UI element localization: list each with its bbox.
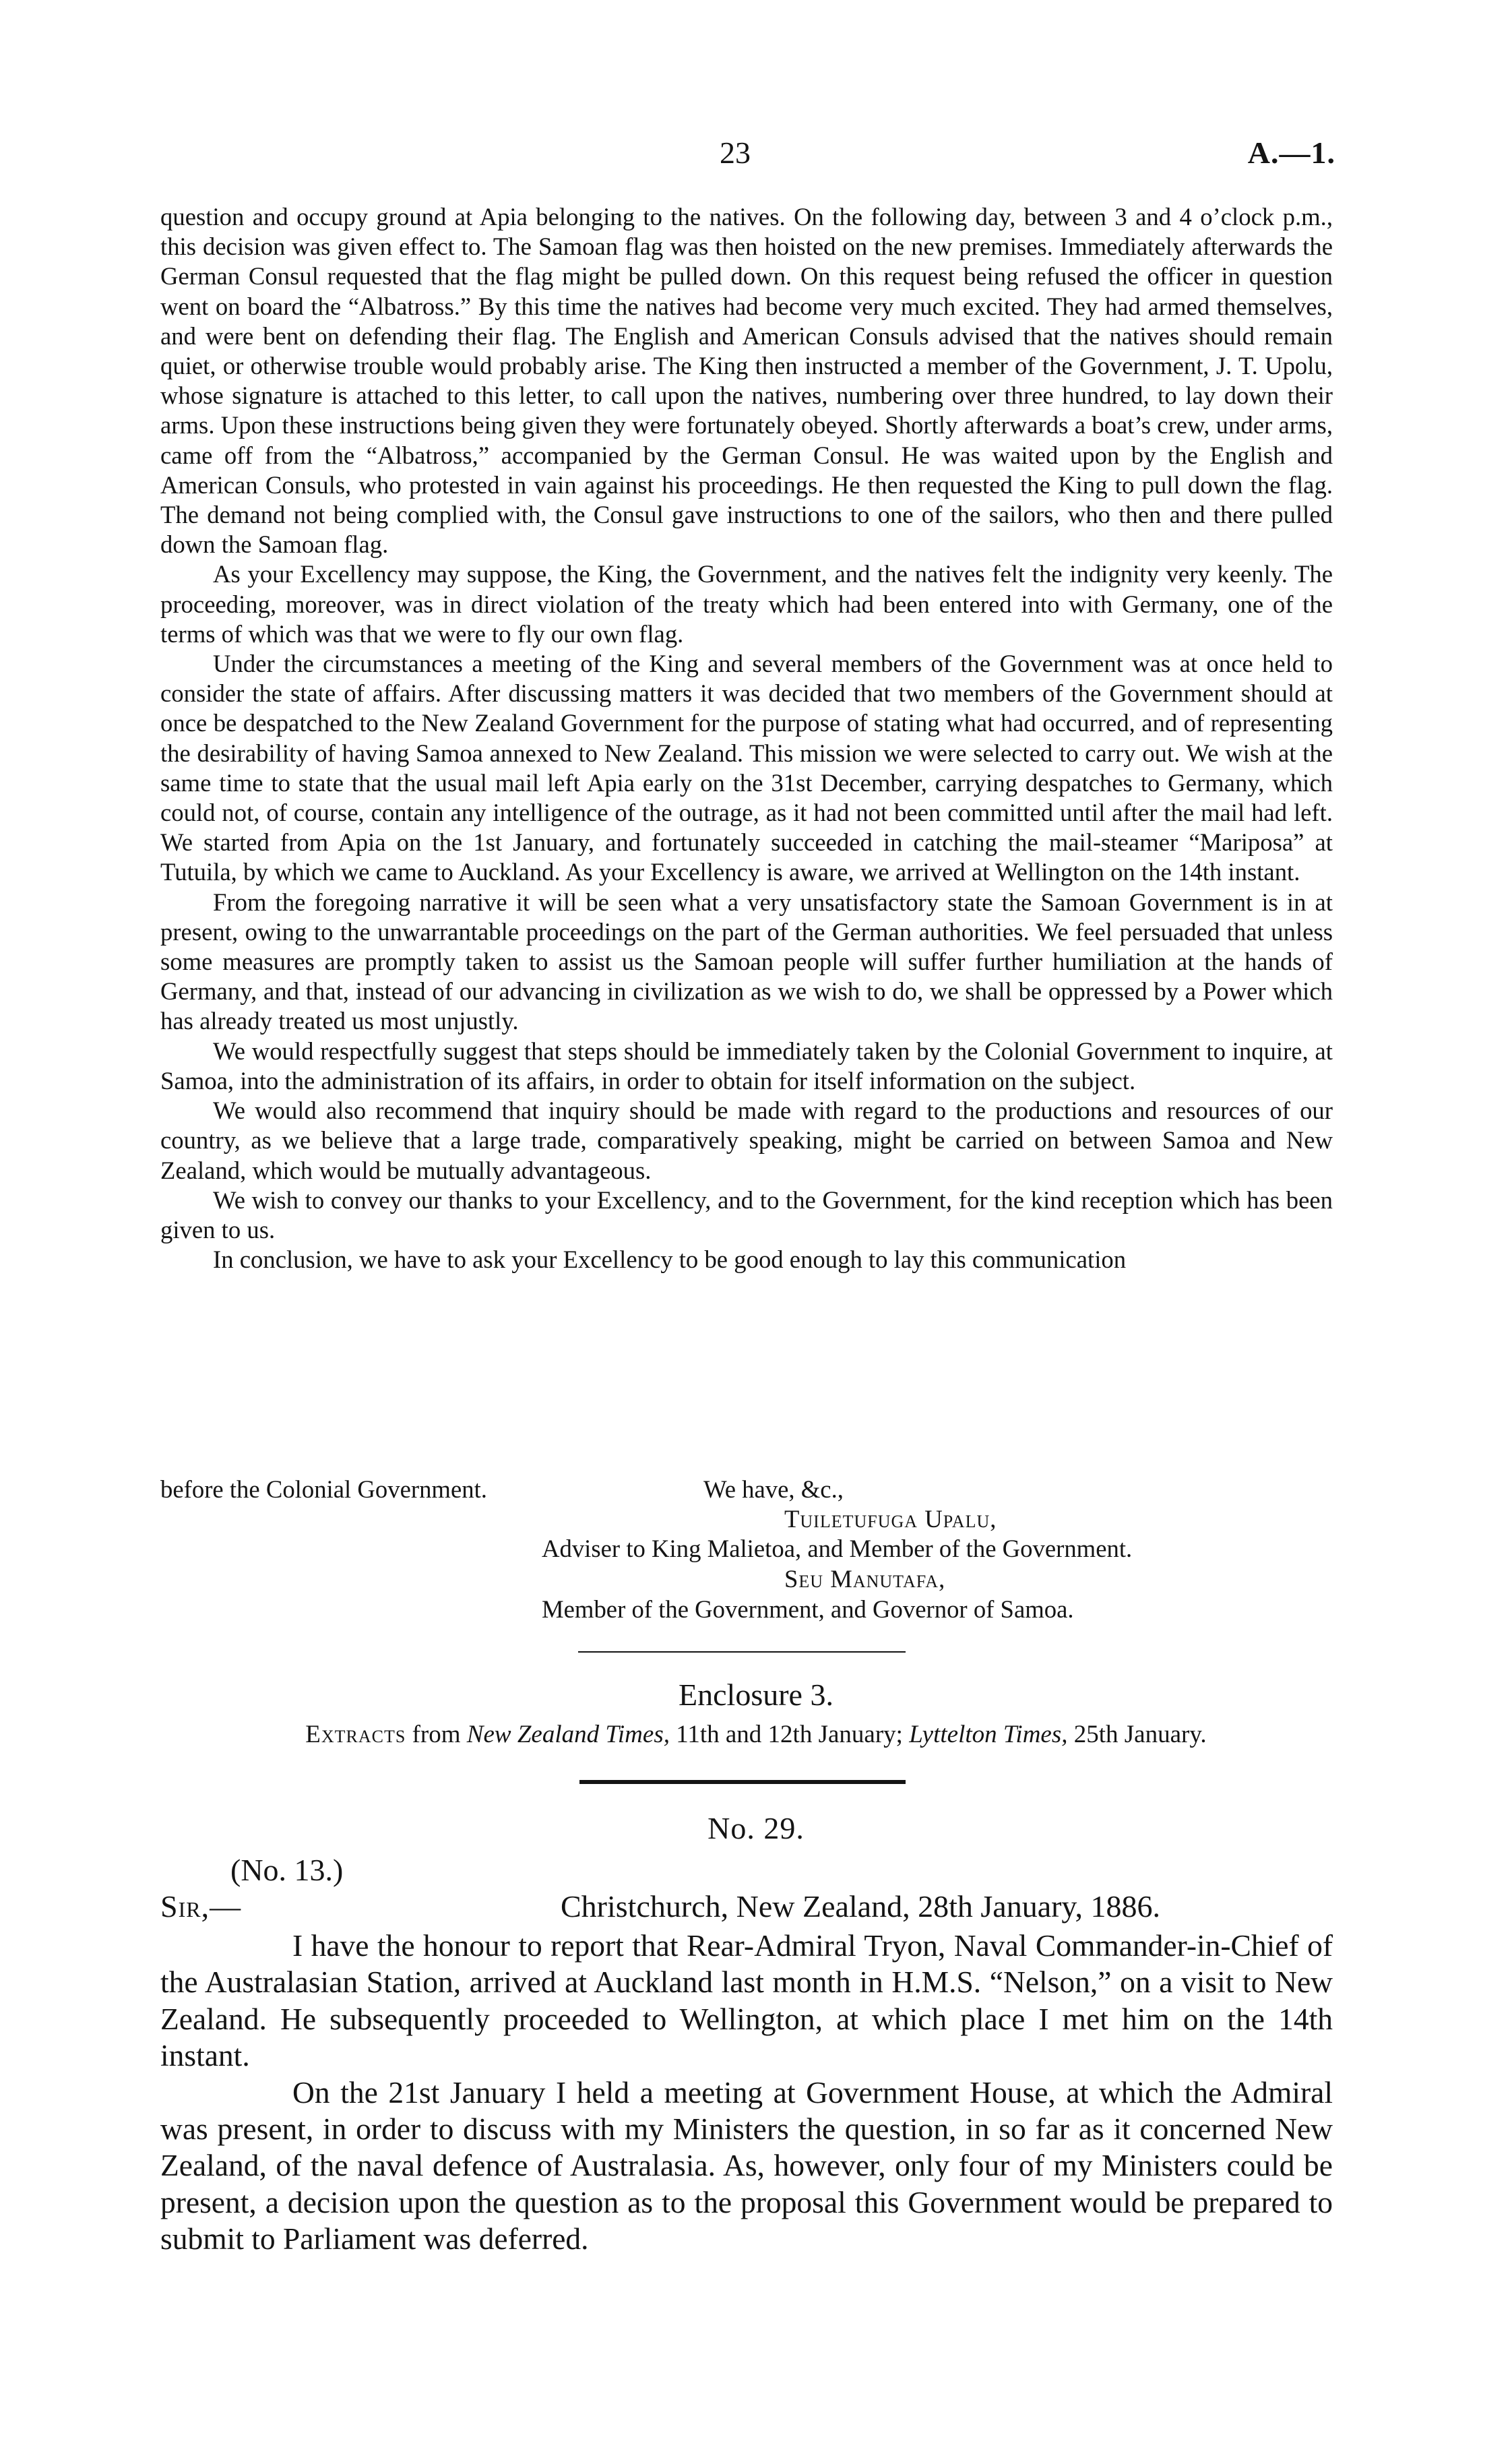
letter-paragraph: We would respectfully suggest that steps should be immediately taken by the Colonial Government to inquire, at Samoa, into the administration of its affairs, in order to obtain for itself information on the subject. <box>160 1037 1333 1095</box>
conclusion-line: In conclusion, we have to ask your Excellency to be good enough to lay this communication <box>213 1246 1127 1274</box>
closing-phrase: We have, &c., <box>703 1475 844 1503</box>
extracts-word: Extracts <box>305 1721 406 1748</box>
despatch-paragraph: I have the honour to report that Rear-Admiral Tryon, Naval Commander-in-Chief of the Australasian Station, arrived at Auckland last month in H.M.S. “Nelson,” on a visit to New Zealand. He subsequently proceeded to Wellington, at which place I met him on the 14th instant. <box>160 1928 1333 2073</box>
document-reference: A.—1. <box>1247 135 1335 170</box>
despatch-number: No. 29. <box>707 1811 805 1845</box>
signatory-name: Tuiletufuga Upalu, <box>784 1505 997 1533</box>
conclusion-line-end: before the Colonial Government. <box>160 1475 487 1503</box>
letter-paragraph: We wish to convey our thanks to your Excellency, and to the Government, for the kind reception which has been given to us. <box>160 1186 1333 1243</box>
despatch-paragraph: On the 21st January I held a meeting at Government House, at which the Admiral was present, in order to discuss with my Ministers the question, in so far as it concerned New Zealand, of the naval defence of Australasia. As, however, only four of my Ministers could be present, a decision upon the question as to the proposal this Government would be prepared to submit to Parliament was deferred. <box>160 2074 1333 2256</box>
despatch-body <box>160 1928 1333 2258</box>
heavy-divider <box>579 1780 906 1784</box>
signatory-title: Adviser to King Malietoa, and Member of the Government. <box>542 1535 1133 1562</box>
salutation: Sir,— <box>160 1889 242 1924</box>
section-divider <box>578 1651 906 1653</box>
letter-paragraph: We would also recommend that inquiry should be made with regard to the productions and resources of our country, as we believe that a large trade, comparatively speaking, might be carried on between Samoa and New Zealand, which would be mutually advantageous. <box>160 1097 1333 1184</box>
enclosure-subtitle: Extracts from New Zealand Times, 11th and 12th January; Lyttelton Times, 25th January. <box>305 1721 1207 1748</box>
letter-paragraph: As your Excellency may suppose, the King, the Government, and the natives felt the indignity very keenly. The proceeding, moreover, was in direct violation of the treaty which had been entered into with Germany, one of the terms of which was that we were to fly our own flag. <box>160 560 1333 648</box>
letter-paragraph: Under the circumstances a meeting of the King and several members of the Government was at once held to consider the state of affairs. After discussing matters it was decided that two members of the Government should at once be despatched to the New Zealand Government for the purpose of stating what had occurred, and of representing the desirability of having Samoa annexed to New Zealand. This mission we were selected to carry out. We wish at the same time to state that the usual mail left Apia early on the 31st December, carrying despatches to Germany, which could not, of course, contain any intelligence of the outrage, as it had not been committed until after the mail had left. We started from Apia on the 1st January, and fortunately succeeded in catching the mail-steamer “Mariposa” at Tutuila, by which we came to Auckland. As your Excellency is aware, we arrived at Wellington on the 14th instant. <box>160 650 1333 886</box>
letter-paragraph: From the foregoing narrative it will be seen what a very unsatisfactory state the Samoan Government is in at present, owing to the unwarrantable proceedings on the part of the German authorities. We feel persuaded that unless some measures are promptly taken to assist us the Samoan people will suffer further humiliation at the hands of Germany, and that, instead of our advancing in civilization as we wish to do, we shall be oppressed by a Power which has already treated us most unjustly. <box>160 888 1333 1035</box>
place-date: Christchurch, New Zealand, 28th January, 1886. <box>561 1889 1160 1924</box>
signatory-title: Member of the Government, and Governor of Samoa. <box>542 1595 1074 1623</box>
page-number: 23 <box>720 135 751 170</box>
despatch-reference: (No. 13.) <box>230 1853 344 1887</box>
signatory-name: Seu Manutafa, <box>784 1565 946 1593</box>
letter-body <box>160 202 1333 1274</box>
letter-paragraph: question and occupy ground at Apia belonging to the natives. On the following day, between 3 and 4 o’clock p.m., this decision was given effect to. The Samoan flag was then hoisted on the new premises. Immediately afterwards the German Consul requested that the flag might be pulled down. On this request being refused the officer in question went on board the “Albatross.” By this time the natives had become very much excited. They had armed themselves, and were bent on defending their flag. The English and American Consuls advised that the natives should remain quiet, or otherwise trouble would probably arise. The King then instructed a member of the Government, J. T. Upolu, whose signature is attached to this letter, to call upon the natives, numbering over three hundred, to lay down their arms. Upon these instructions being given they were fortunately obeyed. Shortly afterwards a boat’s crew, under arms, came off from the “Albatross,” accompanied by the German Consul. He was waited upon by the English and American Consuls, who protested in vain against his proceedings. He then requested the King to pull down the flag. The demand not being complied with, the Consul gave instructions to one of the sailors, who then and there pulled down the Samoan flag. <box>160 203 1333 559</box>
enclosure-title: Enclosure 3. <box>679 1678 833 1712</box>
